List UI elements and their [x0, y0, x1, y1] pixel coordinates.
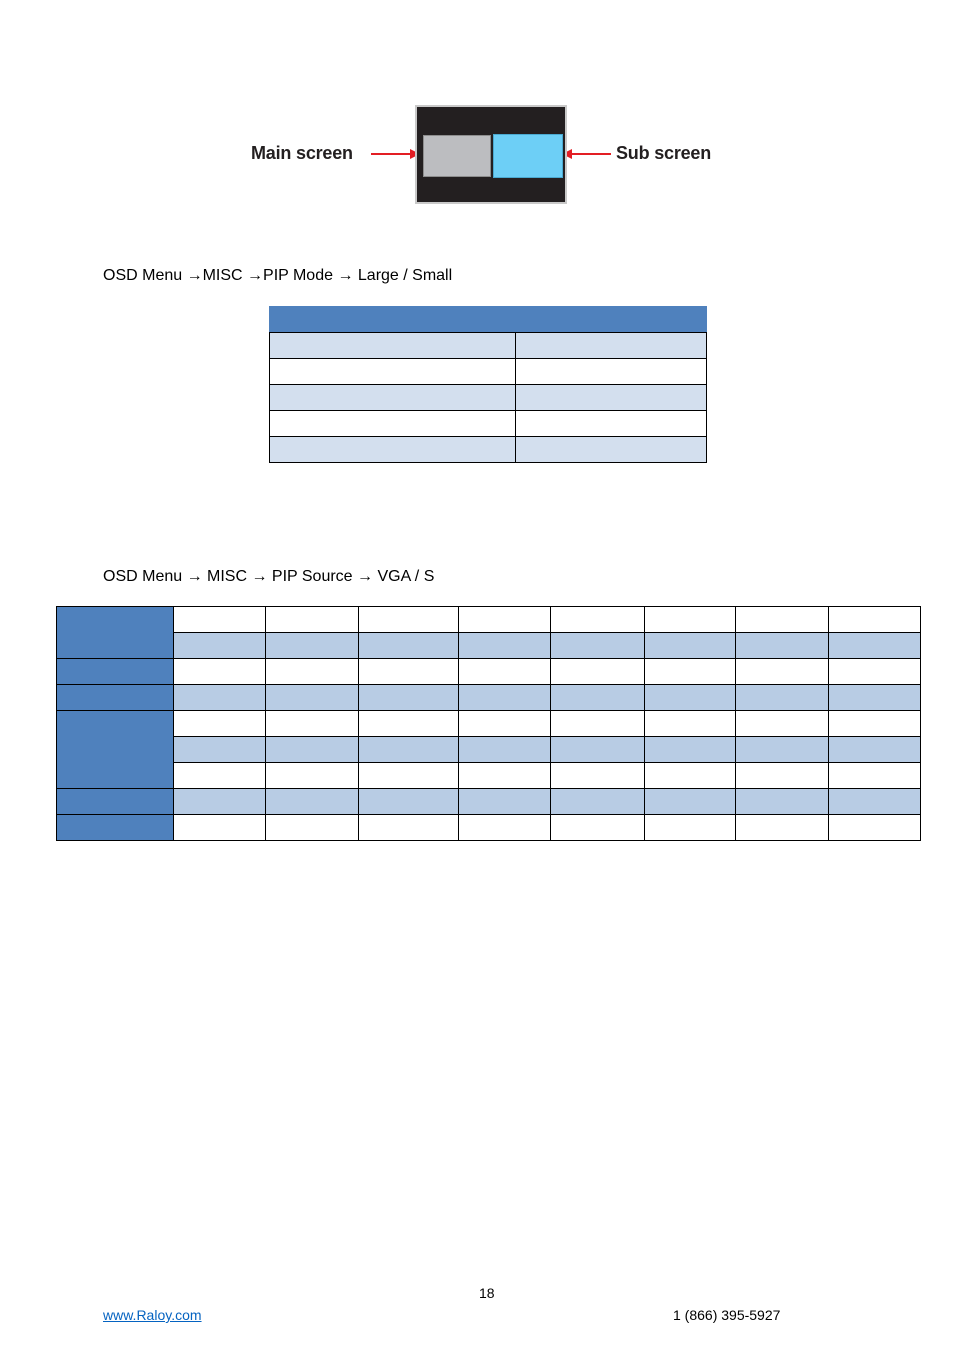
table-row	[57, 607, 921, 633]
pip-mode-table	[269, 306, 707, 463]
table-cell	[736, 789, 829, 815]
table-cell	[551, 607, 645, 633]
table-cell	[736, 815, 829, 841]
table-cell	[270, 333, 516, 359]
table-cell	[736, 633, 829, 659]
table-cell	[645, 815, 736, 841]
table-cell	[174, 789, 266, 815]
table-cell	[516, 307, 707, 333]
table-cell	[645, 633, 736, 659]
table-row	[270, 359, 707, 385]
table-cell	[174, 633, 266, 659]
row-header-cell	[57, 685, 174, 711]
page-number: 18	[479, 1285, 495, 1301]
table-cell	[551, 763, 645, 789]
table-row	[270, 333, 707, 359]
table-cell	[516, 359, 707, 385]
row-header-cell	[57, 815, 174, 841]
table-cell	[459, 607, 551, 633]
pip-mode-menu-path: OSD Menu →MISC →PIP Mode → Large / Small	[103, 267, 453, 284]
table-cell	[736, 711, 829, 737]
table-cell	[551, 711, 645, 737]
table-cell	[359, 763, 459, 789]
table-cell	[736, 737, 829, 763]
table-header-row	[270, 307, 707, 333]
table-row	[57, 737, 921, 763]
table-cell	[551, 737, 645, 763]
row-header-cell	[57, 607, 174, 659]
table-cell	[829, 659, 921, 685]
pip-source-table	[56, 606, 921, 841]
table-cell	[829, 737, 921, 763]
table-cell	[174, 711, 266, 737]
table-row	[57, 763, 921, 789]
table-cell	[551, 659, 645, 685]
sub-screen-panel	[493, 134, 563, 178]
table-cell	[645, 711, 736, 737]
table-cell	[174, 685, 266, 711]
table-cell	[459, 815, 551, 841]
table-cell	[266, 763, 359, 789]
table-cell	[829, 711, 921, 737]
table-cell	[266, 711, 359, 737]
table-cell	[829, 607, 921, 633]
table-cell	[174, 815, 266, 841]
table-cell	[359, 789, 459, 815]
table-cell	[645, 607, 736, 633]
table-cell	[645, 737, 736, 763]
table-cell	[645, 659, 736, 685]
table-row	[57, 815, 921, 841]
table-cell	[645, 789, 736, 815]
table-cell	[829, 633, 921, 659]
table-cell	[266, 789, 359, 815]
table-cell	[459, 711, 551, 737]
table-cell	[359, 607, 459, 633]
table-row	[57, 633, 921, 659]
table-cell	[359, 737, 459, 763]
table-cell	[266, 815, 359, 841]
table-cell	[174, 763, 266, 789]
table-cell	[270, 437, 516, 463]
phone-number: 1 (866) 395-5927	[673, 1307, 781, 1323]
table-cell	[359, 711, 459, 737]
table-cell	[736, 685, 829, 711]
main-screen-arrow	[371, 153, 411, 155]
table-cell	[359, 659, 459, 685]
table-row	[57, 685, 921, 711]
table-cell	[359, 685, 459, 711]
table-row	[57, 711, 921, 737]
table-cell	[266, 607, 359, 633]
table-row	[57, 789, 921, 815]
row-header-cell	[57, 711, 174, 789]
table-cell	[174, 607, 266, 633]
table-row	[270, 437, 707, 463]
table-cell	[174, 659, 266, 685]
sub-screen-arrow	[571, 153, 611, 155]
table-cell	[551, 633, 645, 659]
table-row	[270, 411, 707, 437]
table-cell	[270, 307, 516, 333]
table-cell	[459, 763, 551, 789]
table-cell	[829, 815, 921, 841]
table-cell	[645, 685, 736, 711]
table-cell	[551, 789, 645, 815]
table-row	[270, 385, 707, 411]
table-cell	[516, 333, 707, 359]
table-cell	[829, 789, 921, 815]
table-cell	[266, 659, 359, 685]
table-cell	[270, 359, 516, 385]
table-cell	[829, 763, 921, 789]
table-cell	[551, 815, 645, 841]
pip-source-menu-path: OSD Menu → MISC → PIP Source → VGA / S	[103, 568, 435, 585]
table-cell	[459, 685, 551, 711]
main-screen-label: Main screen	[251, 143, 353, 163]
sub-screen-label: Sub screen	[616, 143, 712, 163]
table-cell	[359, 815, 459, 841]
table-cell	[516, 385, 707, 411]
table-cell	[736, 607, 829, 633]
table-cell	[266, 737, 359, 763]
table-cell	[459, 737, 551, 763]
row-header-cell	[57, 659, 174, 685]
website-link[interactable]: www.Raloy.com	[103, 1307, 202, 1323]
row-header-cell	[57, 789, 174, 815]
table-row	[57, 659, 921, 685]
table-cell	[459, 789, 551, 815]
monitor-illustration	[415, 105, 567, 204]
main-screen-panel	[423, 135, 491, 177]
table-cell	[459, 659, 551, 685]
table-cell	[516, 437, 707, 463]
table-cell	[516, 411, 707, 437]
table-cell	[459, 633, 551, 659]
table-cell	[645, 763, 736, 789]
table-cell	[174, 737, 266, 763]
table-cell	[551, 685, 645, 711]
table-cell	[736, 659, 829, 685]
table-cell	[829, 685, 921, 711]
table-cell	[270, 385, 516, 411]
table-cell	[266, 633, 359, 659]
table-cell	[266, 685, 359, 711]
table-cell	[270, 411, 516, 437]
table-cell	[736, 763, 829, 789]
table-cell	[359, 633, 459, 659]
